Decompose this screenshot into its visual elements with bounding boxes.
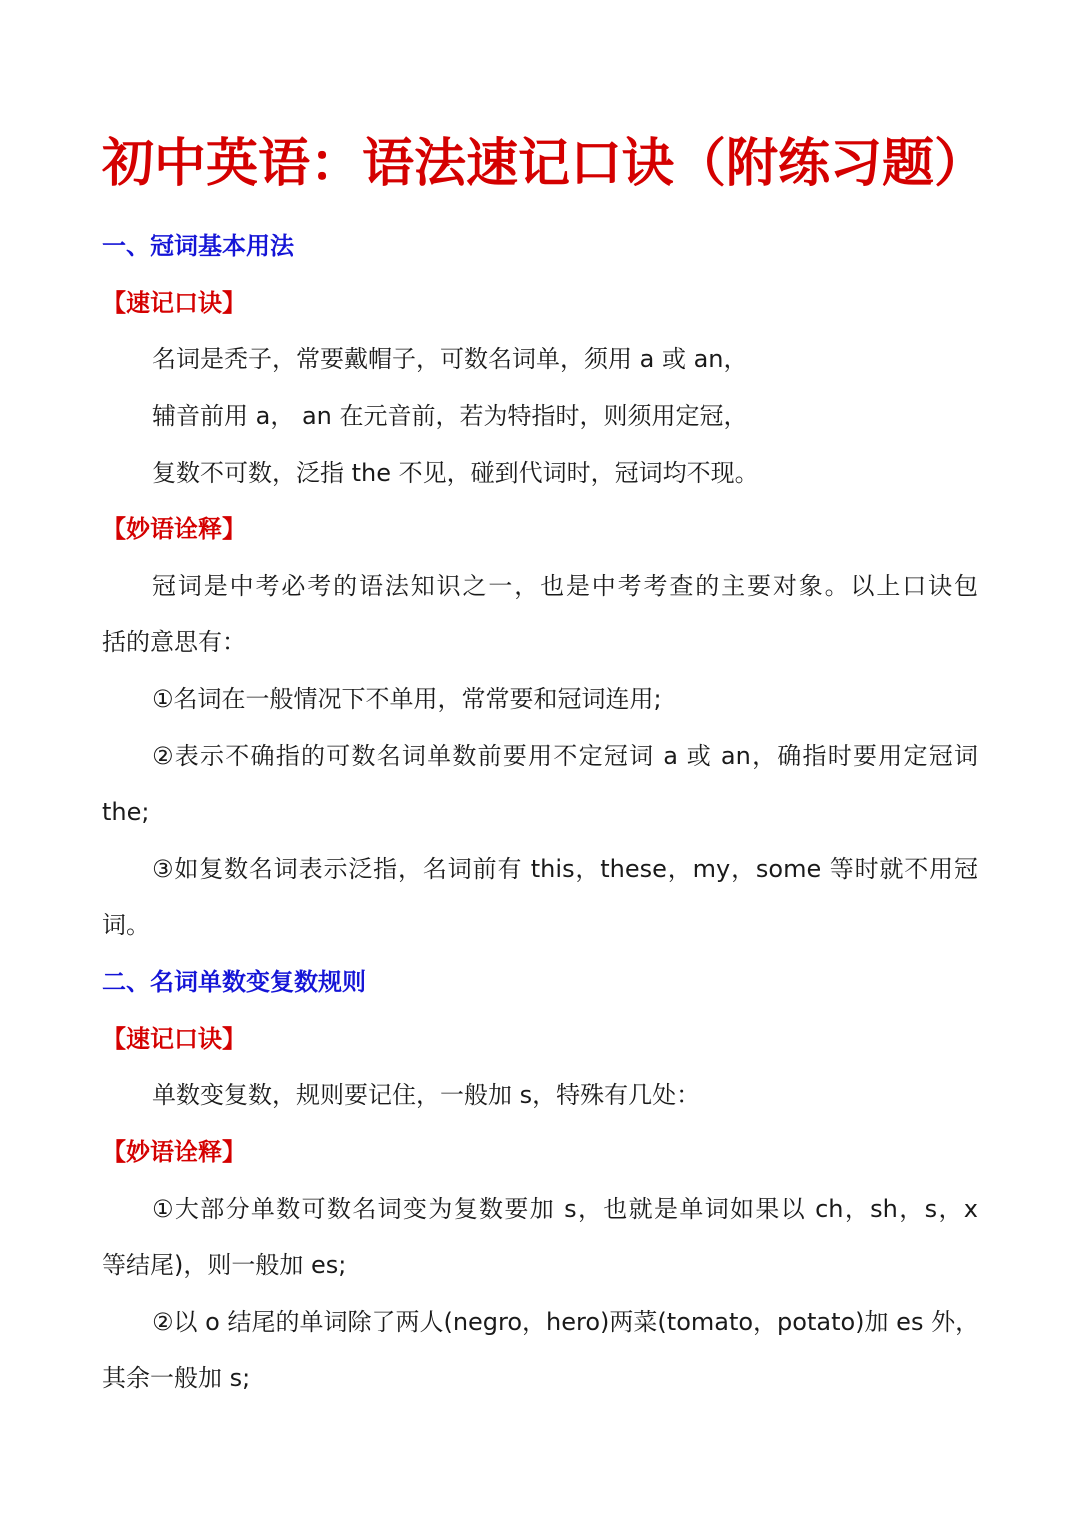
mnemonic-label: 【速记口诀】 [102,1025,246,1053]
explanation-label: 【妙语诠释】 [102,1138,246,1166]
explanation-line: 冠词是中考必考的语法知识之一，也是中考考查的主要对象。以上口诀包 [152,572,978,600]
section-heading: 二、名词单数变复数规则 [102,968,366,996]
mnemonic-line: 复数不可数，泛指 the 不见，碰到代词时，冠词均不现。 [152,459,759,487]
section-heading: 一、冠词基本用法 [102,232,294,260]
explanation-line: ③如复数名词表示泛指，名词前有 this，these，my，some 等时就不用冠 [152,855,978,883]
document-title: 初中英语：语法速记口诀（附练习题） [102,134,987,194]
explanation-line: ①名词在一般情况下不单用，常常要和冠词连用; [152,685,662,713]
mnemonic-label: 【速记口诀】 [102,289,246,317]
mnemonic-line: 名词是秃子，常要戴帽子，可数名词单，须用 a 或 an， [152,345,748,373]
explanation-line: ②以 o 结尾的单词除了两人(negro，hero)两菜(tomato，potato)加 es 外， [152,1308,980,1336]
explanation-line: 括的意思有： [102,628,246,656]
mnemonic-line: 单数变复数，规则要记住，一般加 s，特殊有几处： [152,1081,701,1109]
explanation-line: 等结尾)，则一般加 es; [102,1251,347,1279]
explanation-line: ①大部分单数可数名词变为复数要加 s，也就是单词如果以 ch，sh，s，x [152,1195,978,1223]
explanation-label: 【妙语诠释】 [102,515,246,543]
explanation-line: the; [102,798,150,826]
explanation-line: 词。 [102,911,150,939]
mnemonic-line: 辅音前用 a， an 在元音前，若为特指时，则须用定冠， [152,402,748,430]
explanation-line: 其余一般加 s; [102,1364,251,1392]
explanation-line: ②表示不确指的可数名词单数前要用不定冠词 a 或 an，确指时要用定冠词 [152,742,978,770]
